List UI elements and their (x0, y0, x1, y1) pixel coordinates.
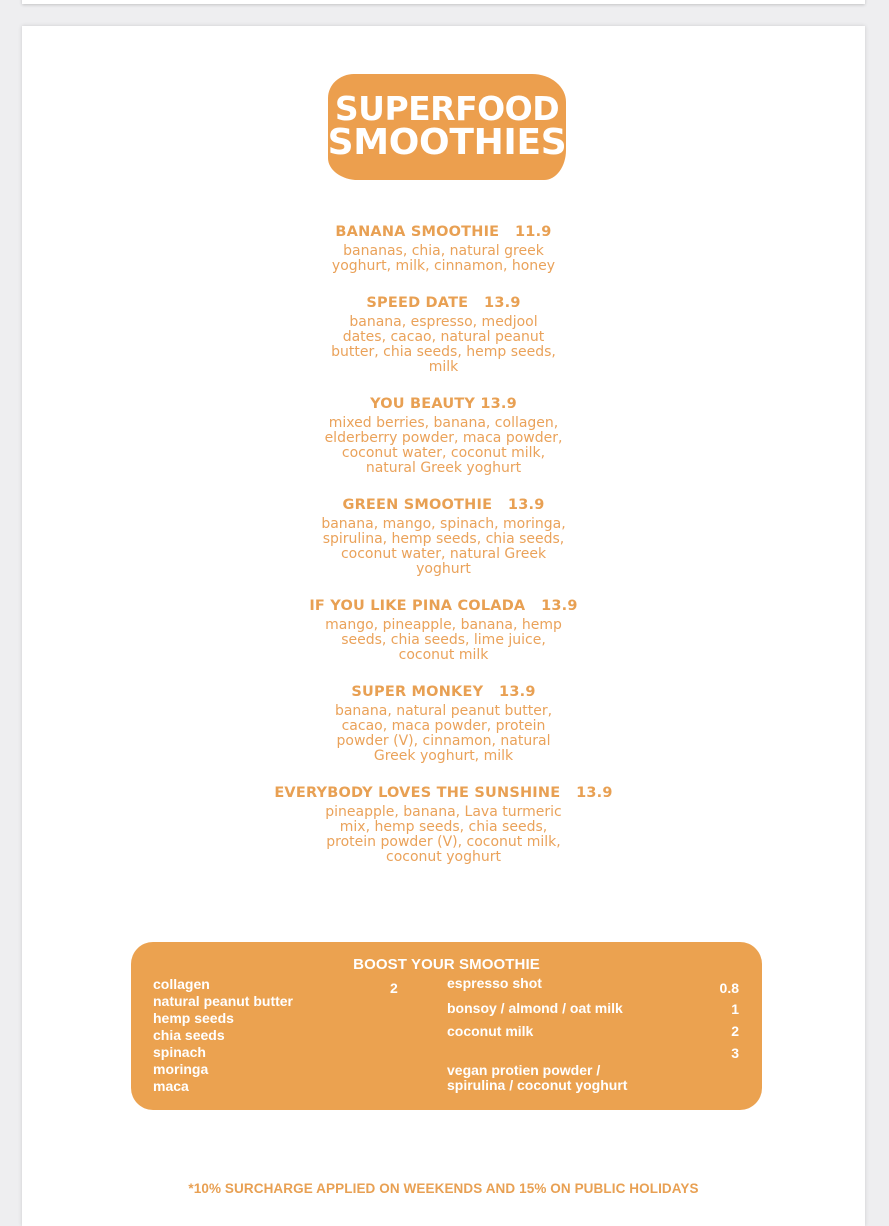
boost-right-item-name: espresso shot (447, 975, 542, 991)
boost-item: collagen (153, 976, 210, 992)
menu-item-title: SPEED DATE 13.9 (366, 295, 521, 311)
boost-right-row (447, 975, 739, 996)
menu-item (22, 495, 865, 577)
boost-your-smoothie-panel (131, 942, 762, 1110)
menu-item-title: SUPER MONKEY 13.9 (351, 684, 536, 700)
boost-item: moringa (153, 1061, 209, 1077)
menu-item-description: pineapple, banana, Lava turmeric mix, hemp seeds, chia seeds, protein powder (V), coconut milk, coconut yoghurt (325, 804, 562, 865)
menu-item (22, 222, 865, 274)
boost-right-item-price: 3 (731, 1045, 739, 1061)
boost-title: BOOST YOUR SMOOTHIE (353, 956, 540, 973)
boost-right-item-price: 1 (731, 1001, 739, 1017)
menu-item (22, 293, 865, 375)
menu-item-description: banana, natural peanut butter, cacao, maca powder, protein powder (V), cinnamon, natural Greek yoghurt, milk (334, 703, 553, 764)
boost-right-row (447, 1001, 739, 1016)
boost-item: chia seeds (153, 1027, 225, 1043)
previous-page-edge (22, 0, 865, 4)
boost-item: spinach (153, 1044, 206, 1060)
boost-right-item-price: 2 (731, 1023, 739, 1039)
boost-item: hemp seeds (153, 1010, 234, 1026)
menu-item-description: mixed berries, banana, collagen, elderberry powder, maca powder, coconut water, coconut milk, natural Greek yoghurt (324, 415, 563, 476)
surcharge-note: *10% SURCHARGE APPLIED ON WEEKENDS AND 15% ON PUBLIC HOLIDAYS (188, 1181, 699, 1196)
boost-left-list (153, 976, 293, 1095)
menu-item-title: BANANA SMOOTHIE 11.9 (335, 224, 552, 240)
menu-item-title: GREEN SMOOTHIE 13.9 (342, 497, 545, 513)
menu-item (22, 394, 865, 476)
menu-item-description: mango, pineapple, banana, hemp seeds, chia seeds, lime juice, coconut milk (325, 617, 562, 663)
boost-right-item-name: bonsoy / almond / oat milk (447, 1000, 623, 1016)
boost-left-price: 2 (390, 980, 398, 996)
boost-right-item-name: vegan protien powder / spirulina / coconut yoghurt (447, 1062, 628, 1093)
menu-page (22, 26, 865, 1226)
boost-item: maca (153, 1078, 189, 1094)
menu-item-title: IF YOU LIKE PINA COLADA 13.9 (309, 598, 578, 614)
superfood-smoothies-logo (328, 74, 566, 180)
menu-item-description: bananas, chia, natural greek yoghurt, milk, cinnamon, honey (331, 243, 556, 274)
logo-line-2: SMOOTHIES (327, 122, 567, 164)
boost-right-item-price: 0.8 (719, 980, 739, 996)
menu-item (22, 682, 865, 764)
menu-item (22, 783, 865, 865)
menu-item-description: banana, espresso, medjool dates, cacao, natural peanut butter, chia seeds, hemp seeds, milk (331, 314, 556, 375)
boost-item: natural peanut butter (153, 993, 294, 1009)
menu-item-description: banana, mango, spinach, moringa, spirulina, hemp seeds, chia seeds, coconut water, natural Greek yoghurt (321, 516, 566, 577)
smoothie-list (22, 222, 865, 884)
menu-item (22, 596, 865, 663)
boost-right-item-name: coconut milk (447, 1023, 534, 1039)
boost-right-row (447, 1024, 739, 1039)
menu-item-title: EVERYBODY LOVES THE SUNSHINE 13.9 (274, 785, 613, 801)
logo-line-1: SUPERFOOD (334, 88, 560, 128)
menu-item-title: YOU BEAUTY 13.9 (370, 396, 517, 412)
boost-right-row (447, 1045, 739, 1123)
